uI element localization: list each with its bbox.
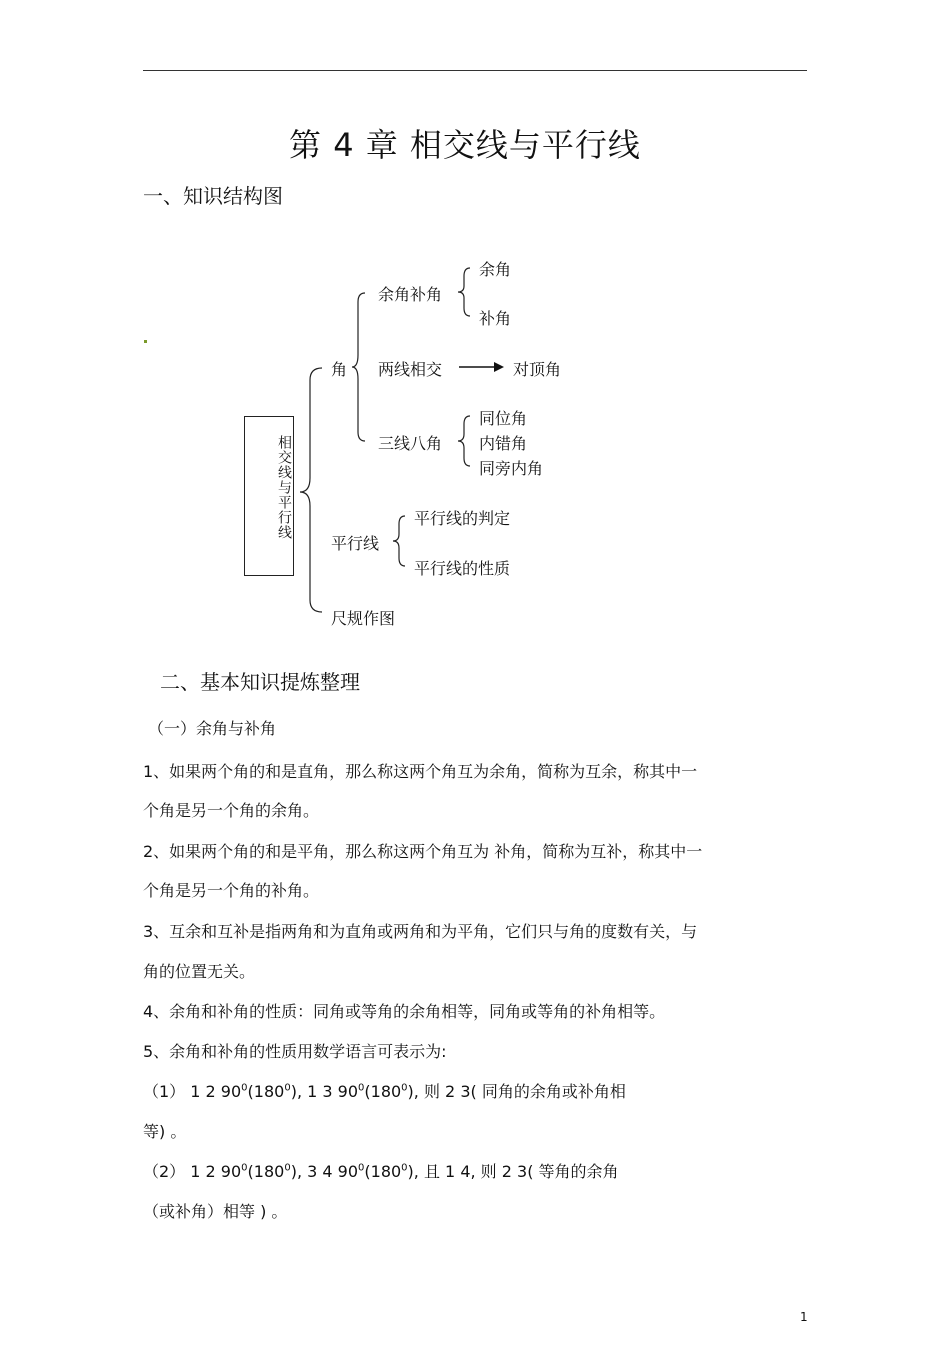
angle-brace (352, 293, 365, 441)
page-title: 第 4 章 相交线与平行线 (289, 126, 641, 164)
page-number: 1 (800, 1310, 808, 1324)
paragraph-line: 2、如果两个角的和是平角，那么称这两个角互为 补角，简称为互补，称其中一 (143, 842, 703, 861)
node-alternate: 内错角 (479, 434, 528, 453)
comp-supp-brace (458, 268, 470, 316)
node-comp-supp: 余角补角 (378, 285, 443, 304)
section-heading-structure: 一、知识结构图 (143, 184, 283, 208)
node-corresponding: 同位角 (479, 409, 528, 428)
paragraph-line: 4、余角和补角的性质：同角或等角的余角相等，同角或等角的补角相等。 (143, 1002, 666, 1021)
paragraph-line: 5、余角和补角的性质用数学语言可表示为: (143, 1042, 447, 1061)
node-parallel-prop: 平行线的性质 (414, 559, 511, 578)
section-heading-basic: 二、基本知识提炼整理 (160, 670, 360, 694)
paragraph-line: 个角是另一个角的余角。 (143, 801, 320, 820)
node-complement: 余角 (479, 260, 512, 279)
formula-line-1-cont: 等) 。 (143, 1122, 187, 1141)
root-brace (300, 368, 322, 612)
node-angle: 角 (331, 360, 348, 379)
root-node-label: 相交线与平行线 (276, 435, 292, 540)
node-parallel: 平行线 (331, 534, 380, 553)
arrow-head-icon (494, 362, 504, 372)
three-lines-brace (458, 416, 470, 466)
artifact-dot (144, 340, 147, 343)
paragraph-line: 3、互余和互补是指两角和为直角或两角和为平角，它们只与角的度数有关，与 (143, 922, 698, 941)
formula-line-2-cont: （或补角）相等 ) 。 (143, 1202, 288, 1221)
paragraph-line: 角的位置无关。 (143, 962, 256, 981)
paragraph-line: 1、如果两个角的和是直角，那么称这两个角互为余角，简称为互余，称其中一 (143, 762, 698, 781)
formula-line-1: （1） 1 2 $90^0(180^0)$, 1 3 $90^0(180^0)$, 则 2 3( 同角的余角或补角相 (143, 1082, 626, 1101)
subsection-heading: （一）余角与补角 (148, 719, 277, 738)
node-parallel-judge: 平行线的判定 (414, 509, 511, 528)
node-two-lines: 两线相交 (378, 360, 443, 379)
parallel-brace (393, 516, 405, 566)
node-supplement: 补角 (479, 309, 512, 328)
node-interior: 同旁内角 (479, 459, 544, 478)
node-vertical-angle: 对顶角 (513, 360, 562, 379)
root-node (244, 416, 294, 576)
node-construction: 尺规作图 (331, 609, 396, 628)
formula-line-2: （2） 1 2 $90^0(180^0)$, 3 4 $90^0(180^0)$, 且 1 4, 则 2 3( 等角的余角 (143, 1162, 619, 1181)
paragraph-line: 个角是另一个角的补角。 (143, 881, 320, 900)
node-three-lines: 三线八角 (378, 434, 443, 453)
